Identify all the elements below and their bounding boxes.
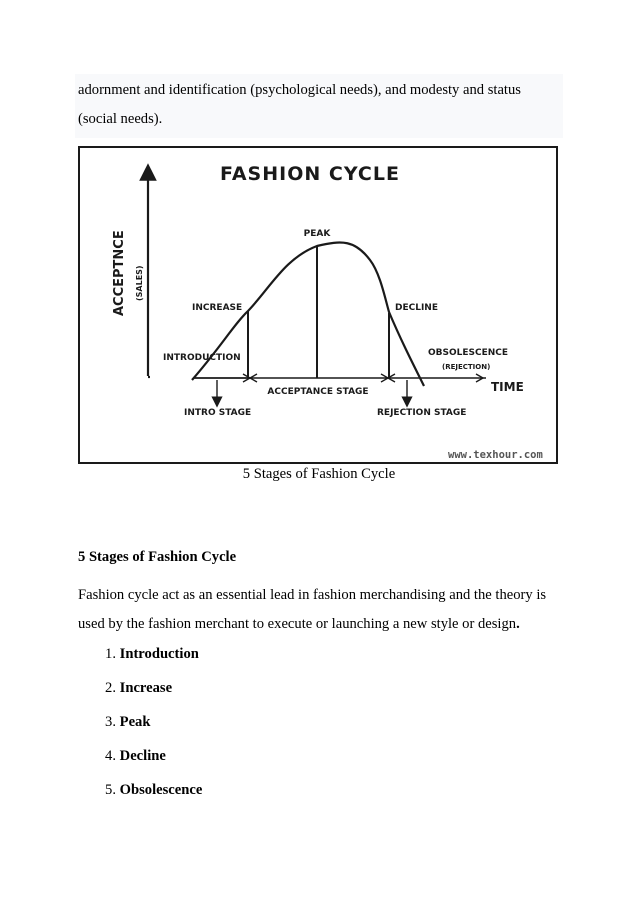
list-item-number: 2. — [105, 680, 116, 696]
section-body-period: . — [516, 616, 520, 632]
increase-label: INCREASE — [192, 303, 243, 313]
intro-paragraph: adornment and identification (psychological needs), and modesty and status (social needs). — [78, 82, 521, 127]
fashion-cycle-diagram — [80, 148, 556, 462]
section-body-text: Fashion cycle act as an essential lead in fashion merchandising and the theory is used by the fashion merchant to execute or launching a new style or design — [78, 587, 547, 632]
list-item-label: Peak — [119, 714, 151, 730]
list-item — [78, 640, 202, 674]
fashion-cycle-figure — [78, 146, 558, 464]
list-item-label: Obsolescence — [119, 782, 203, 798]
list-item — [78, 708, 202, 742]
section-heading: 5 Stages of Fashion Cycle — [78, 549, 237, 565]
list-item — [78, 742, 202, 776]
list-item-label: Decline — [119, 748, 166, 764]
list-item-number: 5. — [105, 782, 116, 798]
watermark: www.texhour.com — [448, 449, 543, 461]
peak-label: PEAK — [303, 229, 331, 239]
y-axis-label: ACCEPTNCE — [112, 230, 127, 316]
list-item-label: Increase — [119, 680, 173, 696]
list-item-number: 4. — [105, 748, 116, 764]
section-body — [78, 581, 564, 639]
introduction-label: INTRODUCTION — [163, 353, 241, 363]
list-item — [78, 776, 202, 810]
figure-caption: 5 Stages of Fashion Cycle — [242, 466, 396, 482]
rejection-label: (REJECTION) — [442, 363, 491, 371]
list-item-number: 3. — [105, 714, 116, 730]
x-axis-label: TIME — [491, 380, 524, 394]
acceptance-stage-label: ACCEPTANCE STAGE — [267, 387, 369, 397]
list-item — [78, 674, 202, 708]
obsolescence-label: OBSOLESCENCE — [428, 348, 509, 358]
list-item-number: 1. — [105, 646, 116, 662]
decline-label: DECLINE — [395, 303, 438, 313]
rejection-stage-label: REJECTION STAGE — [377, 408, 467, 418]
y-axis-sublabel: (SALES) — [135, 265, 144, 301]
diagram-title: FASHION CYCLE — [220, 163, 400, 185]
stages-list — [78, 640, 202, 810]
intro-stage-label: INTRO STAGE — [184, 408, 252, 418]
list-item-label: Introduction — [119, 646, 199, 662]
